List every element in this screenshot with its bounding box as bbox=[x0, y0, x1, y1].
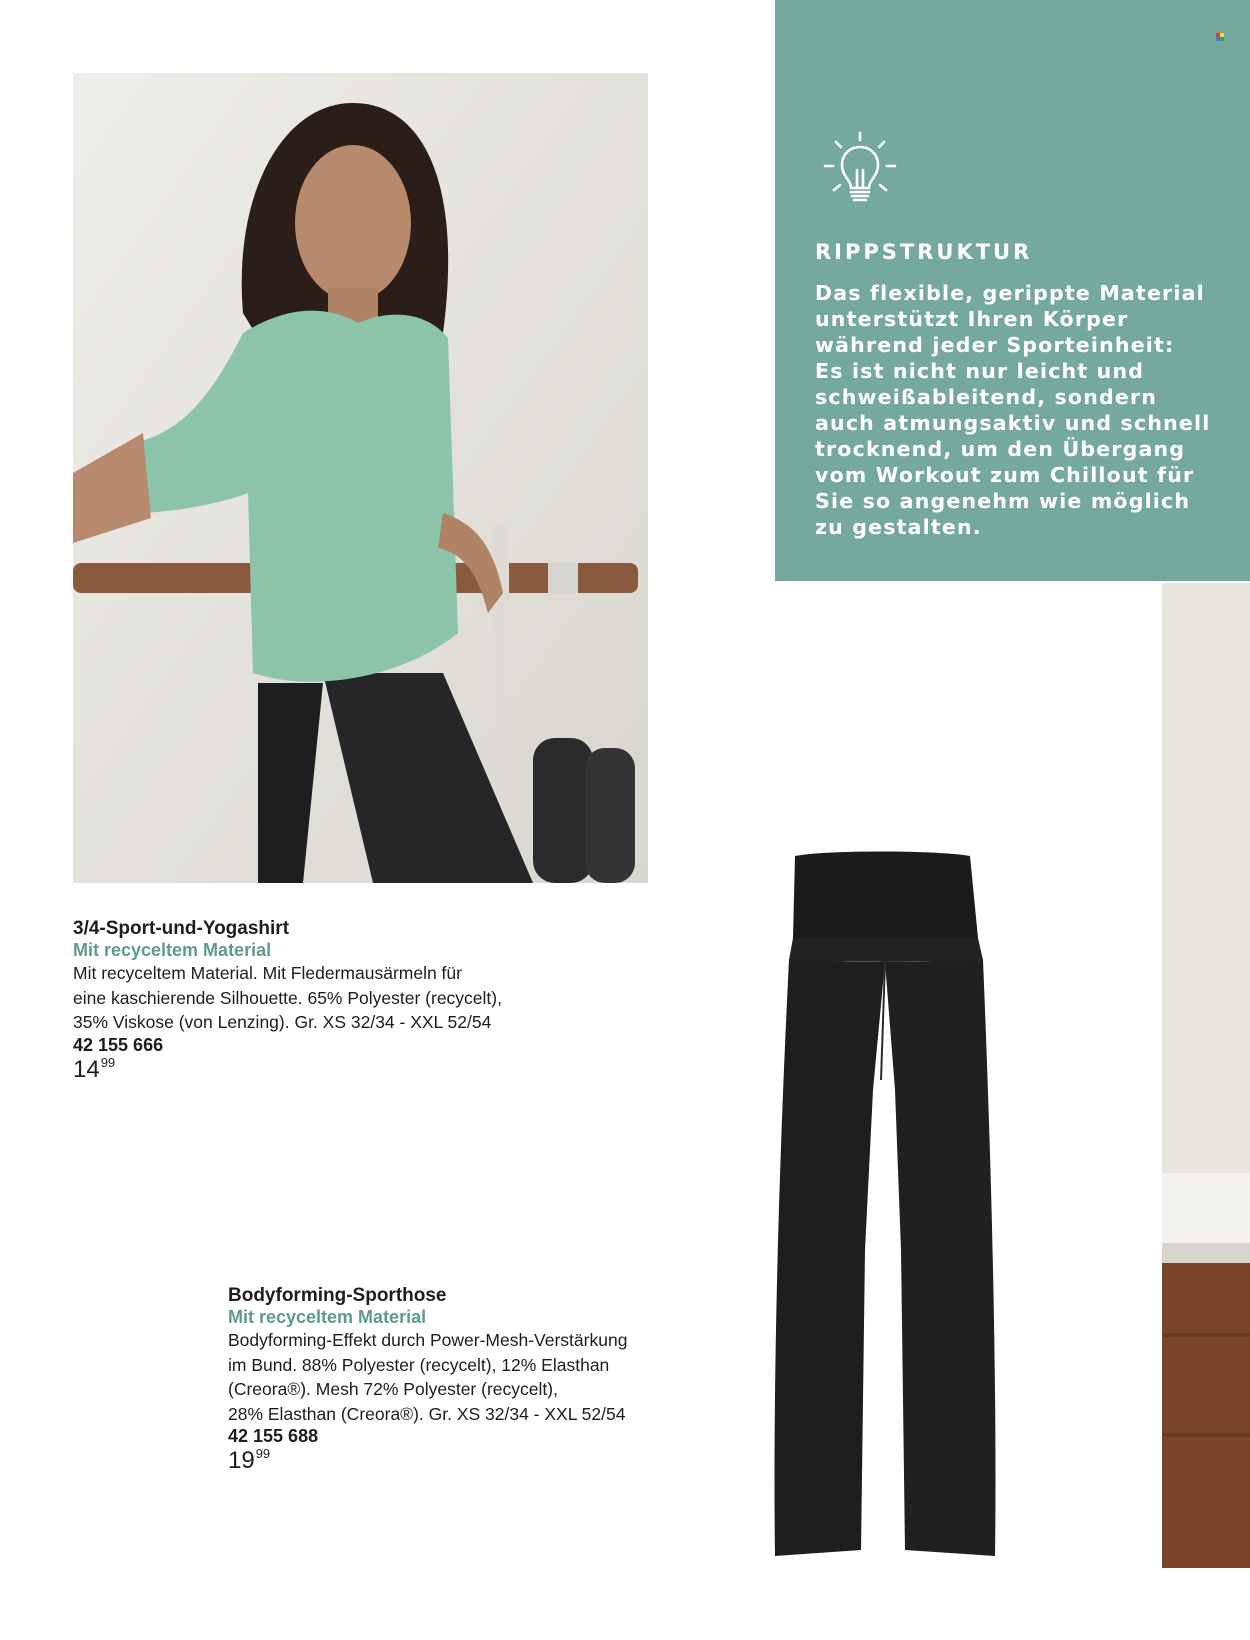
price-cents: 99 bbox=[255, 1446, 271, 1461]
article-number: 42 155 666 bbox=[73, 1034, 164, 1055]
description-line: Bodyforming-Effekt durch Power-Mesh-Verstärkung bbox=[228, 1330, 628, 1350]
description-line: 35% Viskose (von Lenzing). Gr. XS 32/34 - XXL 52/54 bbox=[73, 1012, 492, 1032]
description-line: 28% Elasthan (Creora®). Gr. XS 32/34 - XXL 52/54 bbox=[228, 1403, 626, 1424]
product-description bbox=[228, 1328, 748, 1426]
price-main: 19 bbox=[228, 1447, 255, 1474]
product-photo-yogashirt bbox=[73, 73, 648, 883]
article-number: 42 155 688 bbox=[228, 1426, 319, 1446]
info-text bbox=[815, 280, 1235, 540]
product-description bbox=[73, 961, 633, 1035]
price bbox=[73, 1056, 633, 1084]
lightbulb-icon bbox=[820, 130, 900, 210]
price-cents: 99 bbox=[100, 1054, 116, 1070]
info-text-line: auch atmungsaktiv und schnell bbox=[815, 411, 1211, 435]
info-text-line: Das flexible, gerippte Material bbox=[815, 281, 1205, 305]
info-text-line: Es ist nicht nur leicht und bbox=[815, 359, 1145, 383]
description-line: (Creora®). Mesh 72% Polyester (recycelt), bbox=[228, 1379, 558, 1399]
description-line: Mit recyceltem Material. Mit Fledermausärmeln für bbox=[73, 963, 462, 983]
product-title: Bodyforming-Sporthose bbox=[228, 1285, 447, 1306]
info-text-line: unterstützt Ihren Körper bbox=[815, 307, 1129, 331]
description-line: im Bund. 88% Polyester (recycelt), 12% Elasthan bbox=[228, 1354, 610, 1375]
product-photo-sporthose bbox=[765, 850, 1005, 1570]
info-text-line: trocknend, um den Übergang bbox=[815, 437, 1186, 461]
product-subtitle: Mit recyceltem Material bbox=[73, 940, 272, 960]
background-photo-strip bbox=[1162, 583, 1250, 1568]
info-text-line: vom Workout zum Chillout für bbox=[815, 463, 1195, 487]
info-text-line: zu gestalten. bbox=[815, 515, 982, 539]
description-line: eine kaschierende Silhouette. 65% Polyester (recycelt), bbox=[73, 987, 502, 1008]
info-title: RIPPSTRUKTUR bbox=[815, 240, 1033, 264]
info-text-line: schweißableitend, sondern bbox=[815, 385, 1158, 409]
product-yogashirt bbox=[73, 918, 633, 1084]
color-mark-icon bbox=[1216, 33, 1224, 41]
info-text-line: Sie so angenehm wie möglich bbox=[815, 489, 1191, 513]
product-title: 3/4-Sport-und-Yogashirt bbox=[73, 918, 290, 939]
info-text-line: während jeder Sporteinheit: bbox=[815, 333, 1175, 357]
product-sporthose bbox=[228, 1285, 748, 1475]
price-main: 14 bbox=[73, 1055, 100, 1083]
product-subtitle: Mit recyceltem Material bbox=[228, 1307, 427, 1327]
price bbox=[228, 1447, 748, 1475]
